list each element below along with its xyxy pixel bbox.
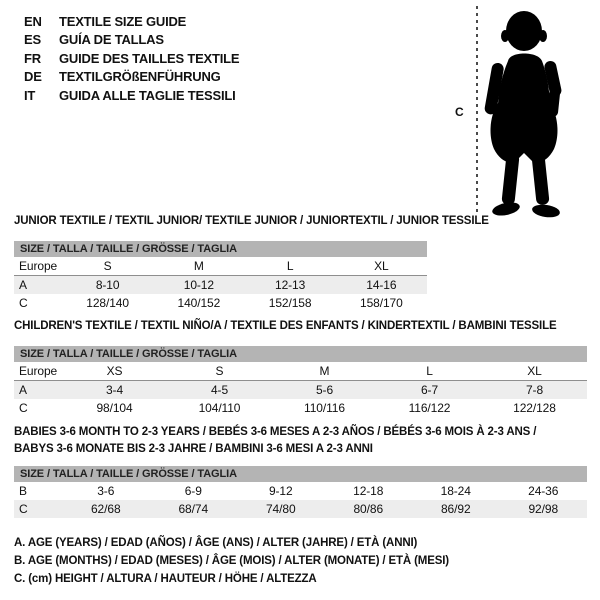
table-cell: 128/140 bbox=[86, 296, 129, 310]
table-cell: 6-9 bbox=[184, 484, 202, 498]
size-col-header: XS bbox=[106, 364, 123, 378]
babies-row-c bbox=[14, 500, 587, 518]
children-europe-row bbox=[14, 362, 587, 381]
size-col-header: S bbox=[103, 259, 112, 273]
language-header bbox=[24, 12, 239, 105]
lang-row-es bbox=[24, 31, 239, 50]
size-bar-label: SIZE / TALLA / TAILLE / GRÖSSE / TAGLIA bbox=[20, 468, 237, 480]
size-col-header: L bbox=[426, 364, 433, 378]
junior-size-table bbox=[14, 241, 427, 312]
lang-row-de bbox=[24, 68, 239, 87]
row-label: C bbox=[19, 296, 28, 310]
footnote-c: C. (cm) HEIGHT / ALTURA / HAUTEUR / HÖHE / ALTEZZA bbox=[14, 573, 317, 586]
height-measure-dotted-line bbox=[476, 6, 478, 212]
table-cell: 7-8 bbox=[525, 383, 544, 397]
babies-size-table bbox=[14, 466, 587, 518]
table-cell: 8-10 bbox=[95, 278, 120, 292]
table-cell: 18-24 bbox=[440, 484, 471, 498]
table-cell: 98/104 bbox=[96, 401, 133, 415]
lang-label: GUÍA DE TALLAS bbox=[59, 32, 164, 48]
baby-silhouette-icon bbox=[482, 3, 600, 225]
lang-code: ES bbox=[24, 32, 41, 48]
height-measure-label: C bbox=[455, 105, 464, 119]
table-cell: 3-6 bbox=[97, 484, 115, 498]
size-col-header: M bbox=[193, 259, 204, 273]
babies-row-b bbox=[14, 482, 587, 500]
babies-title-line2: BABYS 3-6 MONATE BIS 2-3 JAHRE / BAMBINI 3-6 MESI A 2-3 ANNI bbox=[14, 443, 373, 455]
children-size-bar bbox=[14, 346, 587, 362]
size-col-header: L bbox=[286, 259, 294, 273]
table-cell: 110/116 bbox=[304, 401, 345, 415]
table-cell: 12-13 bbox=[275, 278, 306, 292]
children-size-table bbox=[14, 346, 587, 417]
table-cell: 104/110 bbox=[198, 401, 241, 415]
size-bar-label: SIZE / TALLA / TAILLE / GRÖSSE / TAGLIA bbox=[20, 243, 237, 255]
junior-section-title: JUNIOR TEXTILE / TEXTIL JUNIOR/ TEXTILE JUNIOR / JUNIORTEXTIL / JUNIOR TESSILE bbox=[14, 215, 489, 227]
lang-label: GUIDA ALLE TAGLIE TESSILI bbox=[59, 87, 236, 103]
size-col-header: XL bbox=[527, 364, 542, 378]
junior-row-c bbox=[14, 294, 427, 312]
junior-size-bar bbox=[14, 241, 427, 257]
row-label: C bbox=[19, 401, 28, 415]
table-cell: 62/68 bbox=[90, 502, 121, 516]
row-label: B bbox=[19, 484, 27, 498]
region-label: Europe bbox=[19, 259, 58, 273]
size-col-header: XL bbox=[374, 259, 389, 273]
table-cell: 5-6 bbox=[315, 383, 334, 397]
table-cell: 116/122 bbox=[408, 401, 451, 415]
footnote-b: B. AGE (MONTHS) / EDAD (MESES) / ÂGE (MOIS) / ALTER (MONATE) / ETÀ (MESI) bbox=[14, 555, 449, 568]
size-bar-label: SIZE / TALLA / TAILLE / GRÖSSE / TAGLIA bbox=[20, 348, 237, 360]
lang-label: TEXTILGRÖßENFÜHRUNG bbox=[59, 69, 221, 85]
table-cell: 86/92 bbox=[440, 502, 471, 516]
table-cell: 6-7 bbox=[420, 383, 439, 397]
babies-size-bar bbox=[14, 466, 587, 482]
children-row-c bbox=[14, 399, 587, 417]
lang-code: EN bbox=[24, 13, 42, 29]
row-label: A bbox=[19, 383, 27, 397]
table-cell: 158/170 bbox=[360, 296, 403, 310]
table-cell: 9-12 bbox=[268, 484, 293, 498]
children-row-a bbox=[14, 381, 587, 399]
lang-code: IT bbox=[24, 87, 36, 103]
babies-section-title bbox=[14, 424, 589, 458]
table-cell: 3-4 bbox=[105, 383, 124, 397]
junior-europe-row bbox=[14, 257, 427, 276]
lang-code: DE bbox=[24, 69, 42, 85]
table-cell: 68/74 bbox=[178, 502, 209, 516]
lang-row-fr bbox=[24, 49, 239, 68]
children-section-title: CHILDREN'S TEXTILE / TEXTIL NIÑO/A / TEXTILE DES ENFANTS / KINDERTEXTIL / BAMBINI TESSILE bbox=[14, 320, 557, 332]
junior-row-a bbox=[14, 276, 427, 294]
row-label: A bbox=[19, 278, 27, 292]
row-label: C bbox=[19, 502, 28, 516]
size-col-header: S bbox=[215, 364, 224, 378]
table-cell: 24-36 bbox=[528, 484, 559, 498]
region-label: Europe bbox=[19, 364, 58, 378]
table-cell: 4-5 bbox=[210, 383, 229, 397]
table-cell: 74/80 bbox=[265, 502, 296, 516]
lang-label: GUIDE DES TAILLES TEXTILE bbox=[59, 50, 240, 66]
lang-row-en bbox=[24, 12, 239, 31]
table-cell: 152/158 bbox=[268, 296, 312, 310]
footnote-a: A. AGE (YEARS) / EDAD (AÑOS) / ÂGE (ANS) / ALTER (JAHRE) / ETÀ (ANNI) bbox=[14, 537, 418, 550]
footnotes bbox=[14, 534, 449, 589]
lang-row-it bbox=[24, 86, 239, 105]
table-cell: 14-16 bbox=[366, 278, 397, 292]
table-cell: 10-12 bbox=[183, 278, 214, 292]
table-cell: 12-18 bbox=[353, 484, 384, 498]
table-cell: 92/98 bbox=[528, 502, 559, 516]
babies-title-line1: BABIES 3-6 MONTH TO 2-3 YEARS / BEBÉS 3-6 MESES A 2-3 AÑOS / BÉBÉS 3-6 MOIS À 2-3 ANS / bbox=[14, 426, 537, 438]
size-col-header: M bbox=[319, 364, 330, 378]
table-cell: 122/128 bbox=[513, 401, 556, 415]
table-cell: 140/152 bbox=[177, 296, 221, 310]
lang-label: TEXTILE SIZE GUIDE bbox=[59, 13, 187, 29]
lang-code: FR bbox=[24, 50, 41, 66]
table-cell: 80/86 bbox=[353, 502, 384, 516]
